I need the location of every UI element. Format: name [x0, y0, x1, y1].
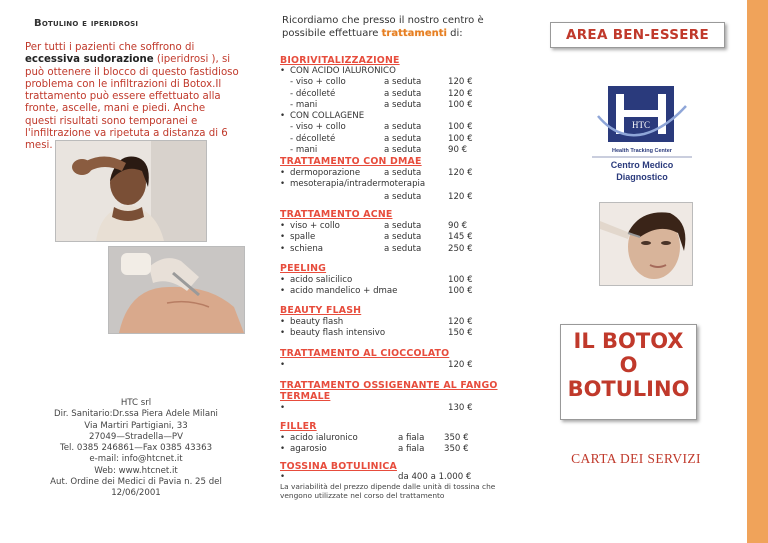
- ossigenante-list: [280, 403, 502, 414]
- area-title: AREA BEN-ESSERE: [565, 27, 710, 43]
- htc-logo: [588, 82, 696, 184]
- left-heading: Botulino e iperidrosi: [34, 18, 139, 29]
- address-city: 27049—Stradella—PV: [89, 431, 183, 442]
- company-info: [30, 398, 242, 500]
- price-row: - viso + collo a seduta 100 €: [290, 122, 473, 133]
- price-row: • acido mandelico + dmae 100 €: [280, 286, 473, 297]
- section-title-ossigenante: TRATTAMENTO OSSIGENANTE AL FANGO: [280, 380, 498, 391]
- treatments-intro: [282, 14, 498, 40]
- left-panel: [0, 0, 262, 543]
- price-row: • beauty flash intensivo 150 €: [280, 328, 473, 339]
- price-row: • agarosio a fiala 350 €: [280, 444, 469, 455]
- section-title-cioccolato: TRATTAMENTO AL CIOCCOLATO: [280, 348, 450, 359]
- filler-list: [280, 433, 502, 456]
- section-title-peeling: PEELING: [280, 263, 327, 274]
- section-title-ossigenante-line2: TERMALE: [280, 391, 331, 402]
- treatments-highlight: trattamenti: [381, 28, 447, 39]
- price-row: • 120 €: [280, 360, 473, 370]
- beauty-flash-list: [280, 317, 502, 340]
- area-title-box: [550, 22, 725, 48]
- face-treatment-photo: [599, 202, 693, 286]
- address-street: Via Martiri Partigiani, 33: [84, 420, 188, 431]
- price-row: - décolleté a seduta 120 €: [290, 88, 473, 99]
- price-row: • viso + collo a seduta 90 €: [280, 221, 468, 231]
- cover-panel: [510, 0, 747, 543]
- section-title-acne: TRATTAMENTO ACNE: [280, 209, 393, 220]
- biorivitalizzazione-list: [280, 66, 502, 156]
- section-title-tossina: TOSSINA BOTULINICA: [280, 461, 397, 472]
- price-row: • beauty flash 120 €: [280, 317, 473, 327]
- price-row: • spalle a seduta 145 €: [280, 232, 473, 243]
- price-row: - mani a seduta 100 €: [290, 99, 473, 110]
- main-title-line1: IL BOTOX: [573, 329, 684, 353]
- treatments-panel: [262, 0, 510, 543]
- orange-side-stripe: [747, 0, 768, 543]
- price-row: • CON ACIDO IALURONICO: [280, 66, 396, 76]
- medical-director: Dir. Sanitario:Dr.ssa Piera Adele Milani: [54, 409, 218, 420]
- section-title-dmae: TRATTAMENTO CON DMAE: [280, 156, 422, 167]
- price-row: • schiena a seduta 250 €: [280, 243, 473, 254]
- price-row: • acido salicilico 100 €: [280, 275, 473, 285]
- authorization: Aut. Ordine dei Medici di Pavia n. 25 del 12/06/2001: [50, 477, 222, 499]
- price-row: - mani a seduta 90 €: [290, 145, 468, 156]
- price-row: • mesoterapia/intradermoterapia: [280, 179, 426, 190]
- acne-list: [280, 221, 502, 255]
- hyperhidrosis-intro: [25, 42, 239, 153]
- price-row: • dermoporazione a seduta 120 €: [280, 168, 473, 178]
- intro-bold-term: eccessiva sudorazione: [25, 54, 154, 66]
- logo-letters: HTC: [632, 120, 650, 130]
- services-charter-label: CARTA DEI SERVIZI: [571, 451, 701, 466]
- logo-name-line2: Diagnostico: [616, 172, 668, 182]
- price-row: - décolleté a seduta 100 €: [290, 133, 473, 144]
- treatments-intro-start: Ricordiamo che presso il nostro centro è possibile effettuare: [282, 15, 484, 39]
- price-row: a seduta 120 €: [384, 192, 473, 203]
- price-row: • acido ialuronico a fiala 350 €: [280, 433, 469, 443]
- price-row: • CON COLLAGENE: [280, 111, 365, 122]
- logo-name-line1: Centro Medico: [610, 160, 674, 170]
- email: e-mail: info@htcnet.it: [89, 454, 183, 465]
- price-row: • 130 €: [280, 403, 473, 413]
- price-note: La variabilità del prezzo dipende dalle unità di tossina che vengono utilizzate nel corso del trattamento: [280, 482, 496, 501]
- price-row: • da 400 a 1.000 €: [280, 472, 472, 482]
- main-title-box: [560, 324, 697, 420]
- cioccolato-list: [280, 360, 502, 371]
- phone-fax: Tel. 0385 246861—Fax 0385 43363: [59, 443, 213, 454]
- main-title-line3: BOTULINO: [567, 377, 690, 401]
- section-title-beauty-flash: BEAUTY FLASH: [280, 305, 362, 316]
- intro-text-start: Per tutti i pazienti che soffrono di: [25, 42, 195, 53]
- company-name: HTC srl: [120, 398, 152, 408]
- peeling-list: [280, 275, 502, 298]
- treatments-intro-end: di:: [446, 28, 463, 39]
- dmae-list: [280, 168, 502, 204]
- intro-text-rest: (iperidrosi ), si può ottenere il blocco di questo fastidioso problema con le infiltrazioni di Botox.Il trattamento può essere effettuato alla fronte, ascelle, mani e piedi. Anche questi risultati sono temporanei e l'infiltrazione va ripetuta a distanza di 6 mesi.: [25, 54, 239, 152]
- section-title-biorivitalizzazione: BIORIVITALIZZAZIONE: [280, 55, 400, 66]
- price-row: - viso + collo a seduta 120 €: [290, 77, 473, 88]
- website: Web: www.htcnet.it: [94, 465, 178, 476]
- logo-caption: Health Tracking Center: [612, 148, 672, 154]
- sweating-woman-photo: [55, 140, 207, 242]
- section-title-filler: FILLER: [280, 421, 317, 432]
- main-title-line2: O: [619, 353, 638, 377]
- palm-injection-photo: [108, 246, 245, 334]
